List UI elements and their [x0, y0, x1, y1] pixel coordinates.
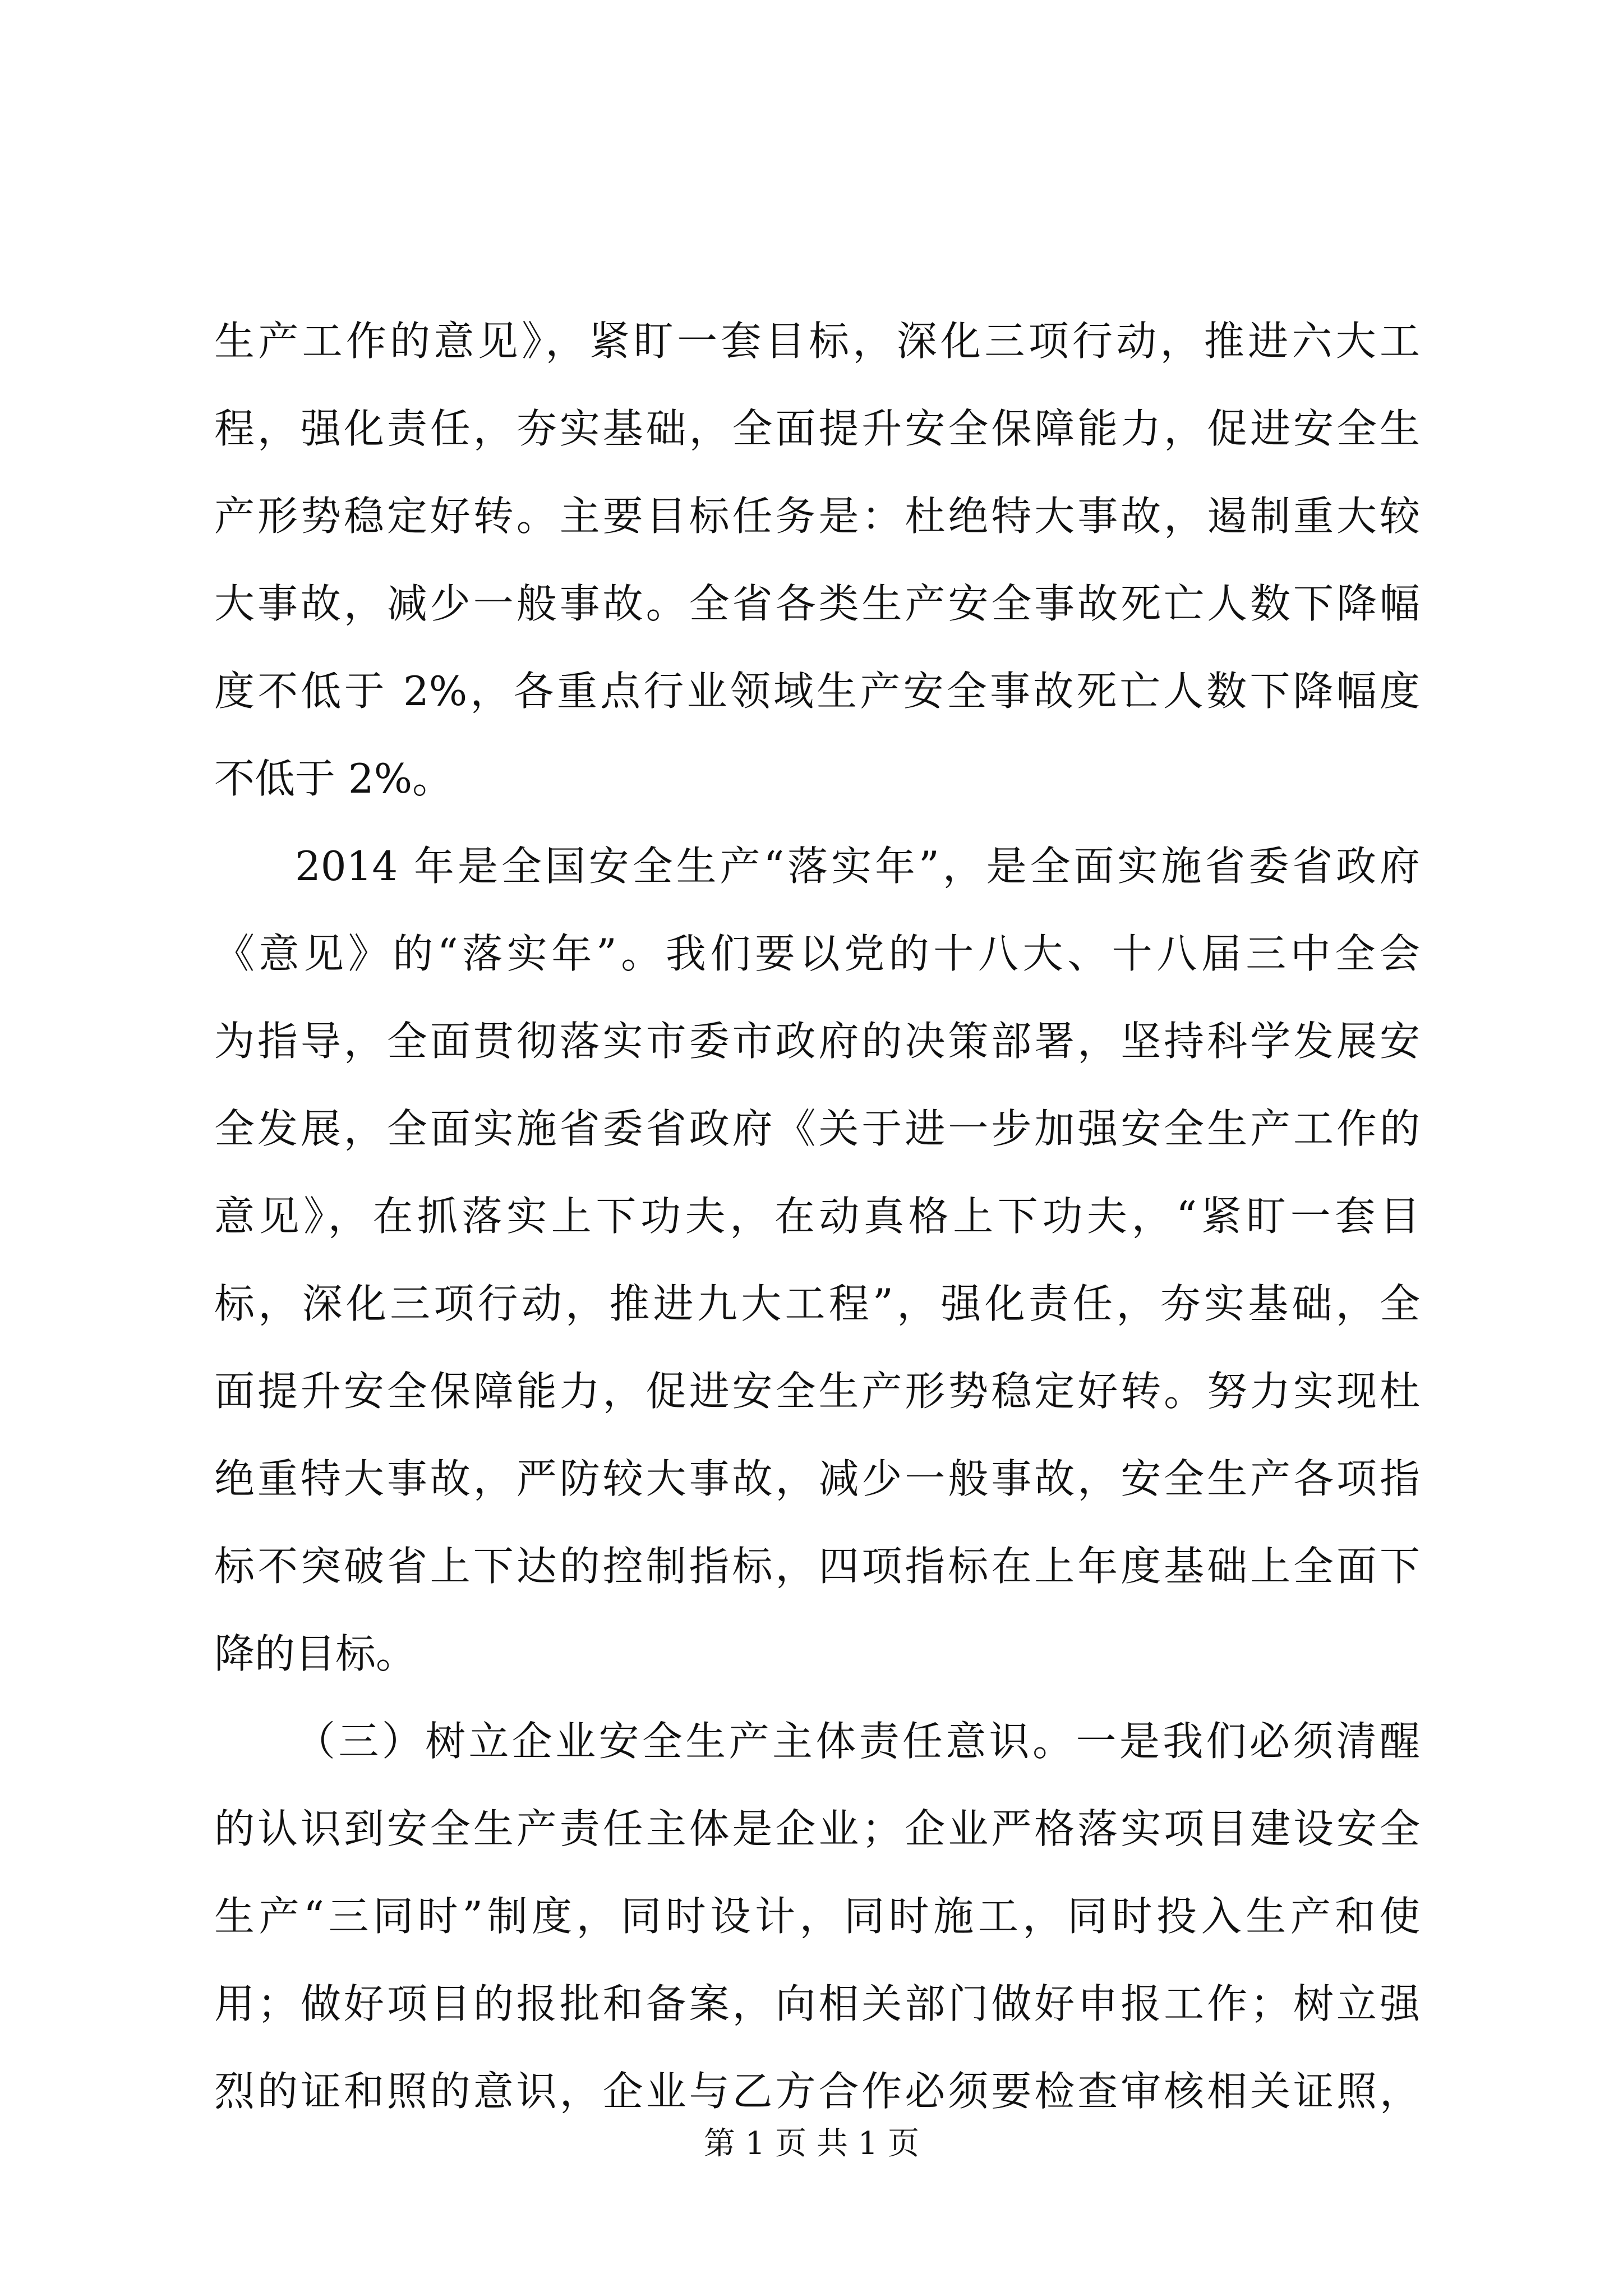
text-line: 意见》，在抓落实上下功夫，在动真格上下功夫，“紧盯一套目: [214, 1193, 1420, 1240]
text-line: 程，强化责任，夯实基础，全面提升安全保障能力，促进安全生: [214, 405, 1420, 452]
text-line: 全发展，全面实施省委省政府《关于进一步加强安全生产工作的: [214, 1105, 1420, 1152]
text-line: 标不突破省上下达的控制指标，四项指标在上年度基础上全面下: [214, 1543, 1420, 1590]
text-line: 用；做好项目的报批和备案，向相关部门做好申报工作；树立强: [214, 1980, 1420, 2027]
text-line: 为指导，全面贯彻落实市委市政府的决策部署，坚持科学发展安: [214, 1018, 1420, 1065]
text-line: 大事故，减少一般事故。全省各类生产安全事故死亡人数下降幅: [214, 580, 1420, 627]
text-line: 标，深化三项行动，推进九大工程”，强化责任，夯实基础，全: [214, 1280, 1420, 1327]
text-line: 产形势稳定好转。主要目标任务是：杜绝特大事故，遏制重大较: [214, 493, 1420, 540]
body-text: [214, 297, 1420, 2135]
text-line: 面提升安全保障能力，促进安全生产形势稳定好转。努力实现杜: [214, 1368, 1420, 1415]
text-line: 度不低于 2%，各重点行业领域生产安全事故死亡人数下降幅度: [214, 668, 1420, 715]
text-line: 《意见》的“落实年”。我们要以党的十八大、十八届三中全会: [214, 930, 1420, 977]
text-line: 烈的证和照的意识，企业与乙方合作必须要检查审核相关证照，: [214, 2068, 1420, 2115]
paragraph-start-line: （三）树立企业安全生产主体责任意识。一是我们必须清醒: [295, 1718, 1420, 1765]
page-footer: 第 1 页 共 1 页: [703, 2125, 920, 2162]
text-line: 绝重特大事故，严防较大事故，减少一般事故，安全生产各项指: [214, 1455, 1420, 1502]
text-line: 不低于 2%。: [214, 755, 453, 802]
text-line: 生产工作的意见》，紧盯一套目标，深化三项行动，推进六大工: [214, 318, 1420, 365]
text-line: 生产“三同时”制度，同时设计，同时施工，同时投入生产和使: [214, 1893, 1420, 1940]
text-line: 的认识到安全生产责任主体是企业；企业严格落实项目建设安全: [214, 1805, 1420, 1852]
text-line: 降的目标。: [214, 1630, 417, 1677]
paragraph-start-line: 2014 年是全国安全生产“落实年”，是全面实施省委省政府: [295, 843, 1420, 890]
